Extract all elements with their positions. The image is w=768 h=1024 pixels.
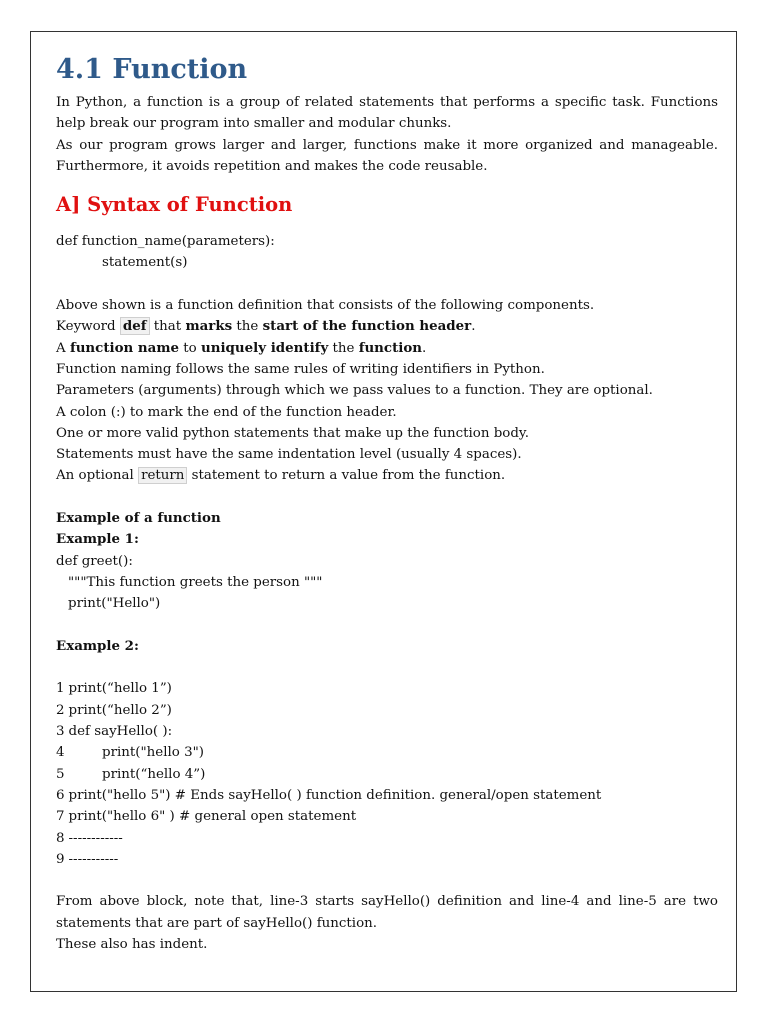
code-line-1 [56, 678, 718, 699]
syntax-code-line-2: statement(s) [102, 255, 188, 271]
line-text: print("hello 5") # Ends sayHello( ) function definition. general/open statement [68, 787, 602, 803]
line-number: 8 [56, 830, 65, 846]
document-body [56, 50, 718, 955]
line-number: 5 [56, 766, 65, 782]
code-line-9 [56, 849, 718, 870]
example-1-code-line: print("Hello") [68, 596, 161, 612]
code-line-6 [56, 785, 718, 806]
keyword-line: Keyword def that marks the start of the function header. [56, 318, 476, 335]
line-number: 3 [56, 724, 65, 740]
line-text: print(“hello 2”) [68, 702, 172, 718]
examples-heading: Example of a function [56, 510, 221, 527]
section-heading-syntax: A] Syntax of Function [56, 193, 293, 217]
code-line-5 [56, 764, 718, 785]
intro-paragraph-2: As our program grows larger and larger, functions make it more organized and manageable. Furthermore, it avoids repetition and makes the code reusable. [56, 137, 718, 174]
line-text: print(“hello 1”) [68, 681, 172, 697]
component-line: Parameters (arguments) through which we pass values to a function. They are optional. [56, 383, 653, 399]
component-line: Function naming follows the same rules of writing identifiers in Python. [56, 361, 545, 377]
return-keyword: return [138, 467, 187, 484]
example-2-code [56, 678, 718, 870]
line-number: 6 [56, 787, 65, 803]
component-line: A colon (:) to mark the end of the function header. [56, 404, 397, 420]
intro-paragraph-1: In Python, a function is a group of related statements that performs a specific task. Functions help break our program into smaller and modular chunks. [56, 95, 718, 132]
component-line: Statements must have the same indentation level (usually 4 spaces). [56, 447, 522, 463]
line-number: 2 [56, 702, 65, 718]
components-intro: Above shown is a function definition that consists of the following components. [56, 298, 595, 314]
line-number: 9 [56, 851, 65, 867]
code-line-8 [56, 828, 718, 849]
line-text: ------------ [68, 830, 123, 846]
function-name-line: A function name to uniquely identify the function. [56, 339, 427, 356]
line-number: 1 [56, 681, 65, 697]
syntax-code-line-1: def function_name(parameters): [56, 234, 275, 250]
note-paragraph-1: From above block, note that, line-3 starts sayHello() definition and line-4 and line-5 are two statements that are part of sayHello() function. [56, 894, 718, 931]
line-text: print("hello 6" ) # general open statement [68, 809, 357, 825]
line-text: ----------- [68, 851, 119, 867]
note-paragraph-2: These also has indent. [56, 936, 208, 952]
code-line-4 [56, 742, 718, 763]
example-2-label: Example 2: [56, 637, 139, 654]
code-line-7 [56, 806, 718, 827]
example-1-label: Example 1: [56, 531, 139, 548]
return-line: An optional return statement to return a value from the function. [56, 468, 506, 484]
component-line: One or more valid python statements that make up the function body. [56, 425, 529, 441]
code-line-3 [56, 721, 718, 742]
page-title: 4.1 Function [56, 54, 248, 85]
example-1-code-line: """This function greets the person """ [68, 574, 323, 590]
code-line-2 [56, 700, 718, 721]
example-1-code-line: def greet(): [56, 553, 133, 569]
line-number: 4 [56, 745, 65, 761]
line-text: print(“hello 4”) [102, 766, 206, 782]
line-number: 7 [56, 809, 65, 825]
def-keyword: def [120, 317, 150, 335]
line-text: print("hello 3") [102, 745, 204, 761]
line-text: def sayHello( ): [68, 724, 173, 740]
